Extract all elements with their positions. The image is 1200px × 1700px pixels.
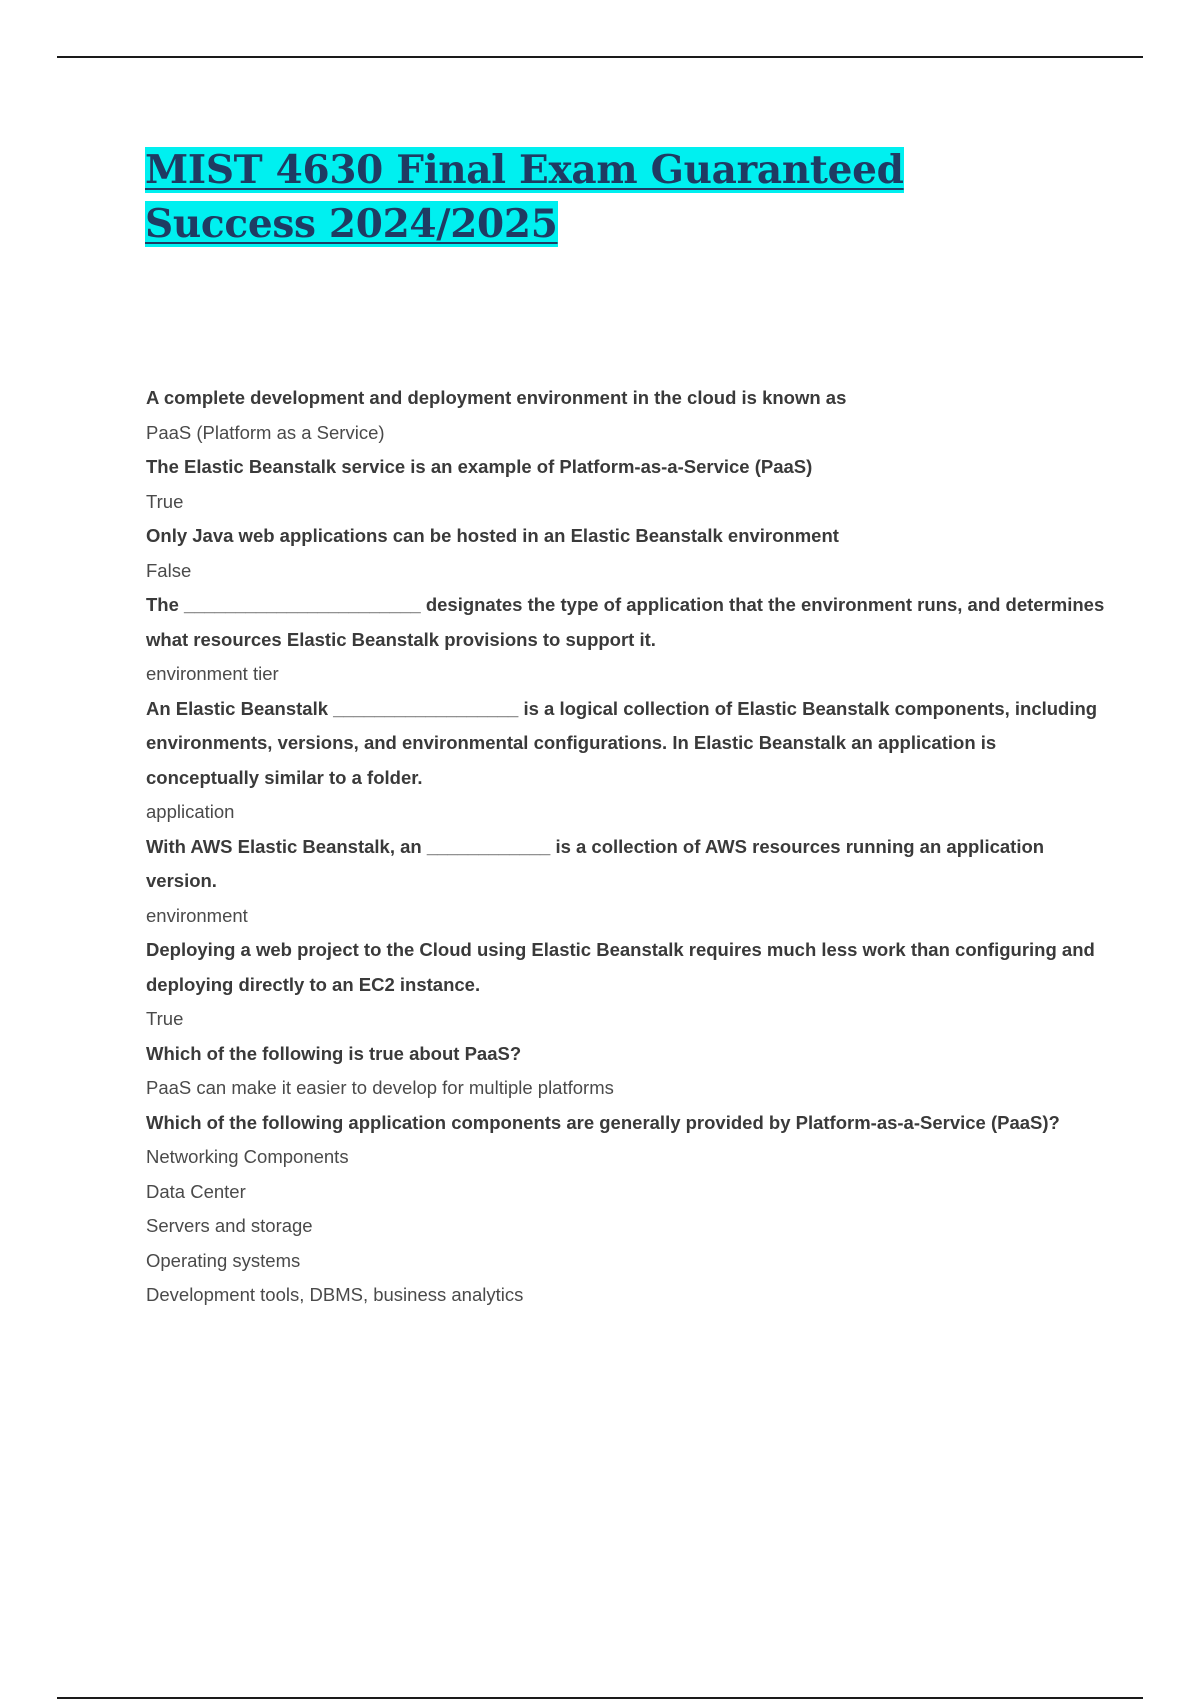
bottom-rule [57, 1697, 1143, 1699]
answer-text: True [146, 1008, 184, 1029]
question-text: A complete development and deployment environment in the cloud is known as [146, 387, 847, 408]
question-text: Deploying a web project to the Cloud using Elastic Beanstalk requires much less work than configuring and deploying directly to an EC2 instance. [146, 939, 1095, 995]
question-text: The Elastic Beanstalk service is an example of Platform-as-a-Service (PaaS) [146, 456, 813, 477]
question-text: Only Java web applications can be hosted in an Elastic Beanstalk environment [146, 525, 839, 546]
qa-content [146, 381, 1106, 1313]
question-text: The _______________________ designates the type of application that the environment runs, and determines what resources Elastic Beanstalk provisions to support it. [146, 594, 1105, 650]
question-text: With AWS Elastic Beanstalk, an ____________ is a collection of AWS resources running an application version. [146, 835, 1045, 891]
answer-text: Servers and storage [146, 1215, 313, 1236]
answer-text: environment [146, 904, 248, 926]
top-rule [57, 56, 1143, 58]
answer-text: Development tools, DBMS, business analytics [146, 1284, 524, 1305]
answer-text: Networking Components [146, 1146, 349, 1167]
document-title[interactable]: MIST 4630 Final Exam Guaranteed Success 2024/2025 [145, 147, 904, 247]
document-title-block [145, 143, 1045, 251]
question-text: An Elastic Beanstalk __________________ is a logical collection of Elastic Beanstalk components, including environments, versions, and environmental configurations. In Elastic Beanstalk an application is conceptually similar to a folder. [146, 697, 1098, 788]
answer-text: True [146, 490, 184, 512]
question-text: Which of the following application components are generally provided by Platform-as-a-Service (PaaS)? [146, 1111, 1060, 1133]
question-text: Which of the following is true about PaaS? [146, 1042, 522, 1064]
answer-text: Operating systems [146, 1249, 301, 1271]
answer-text: PaaS can make it easier to develop for multiple platforms [146, 1077, 614, 1098]
answer-text: application [146, 801, 235, 822]
answer-text: PaaS (Platform as a Service) [146, 421, 385, 443]
answer-text: environment tier [146, 663, 279, 684]
answer-text: False [146, 559, 192, 581]
answer-text: Data Center [146, 1180, 246, 1202]
